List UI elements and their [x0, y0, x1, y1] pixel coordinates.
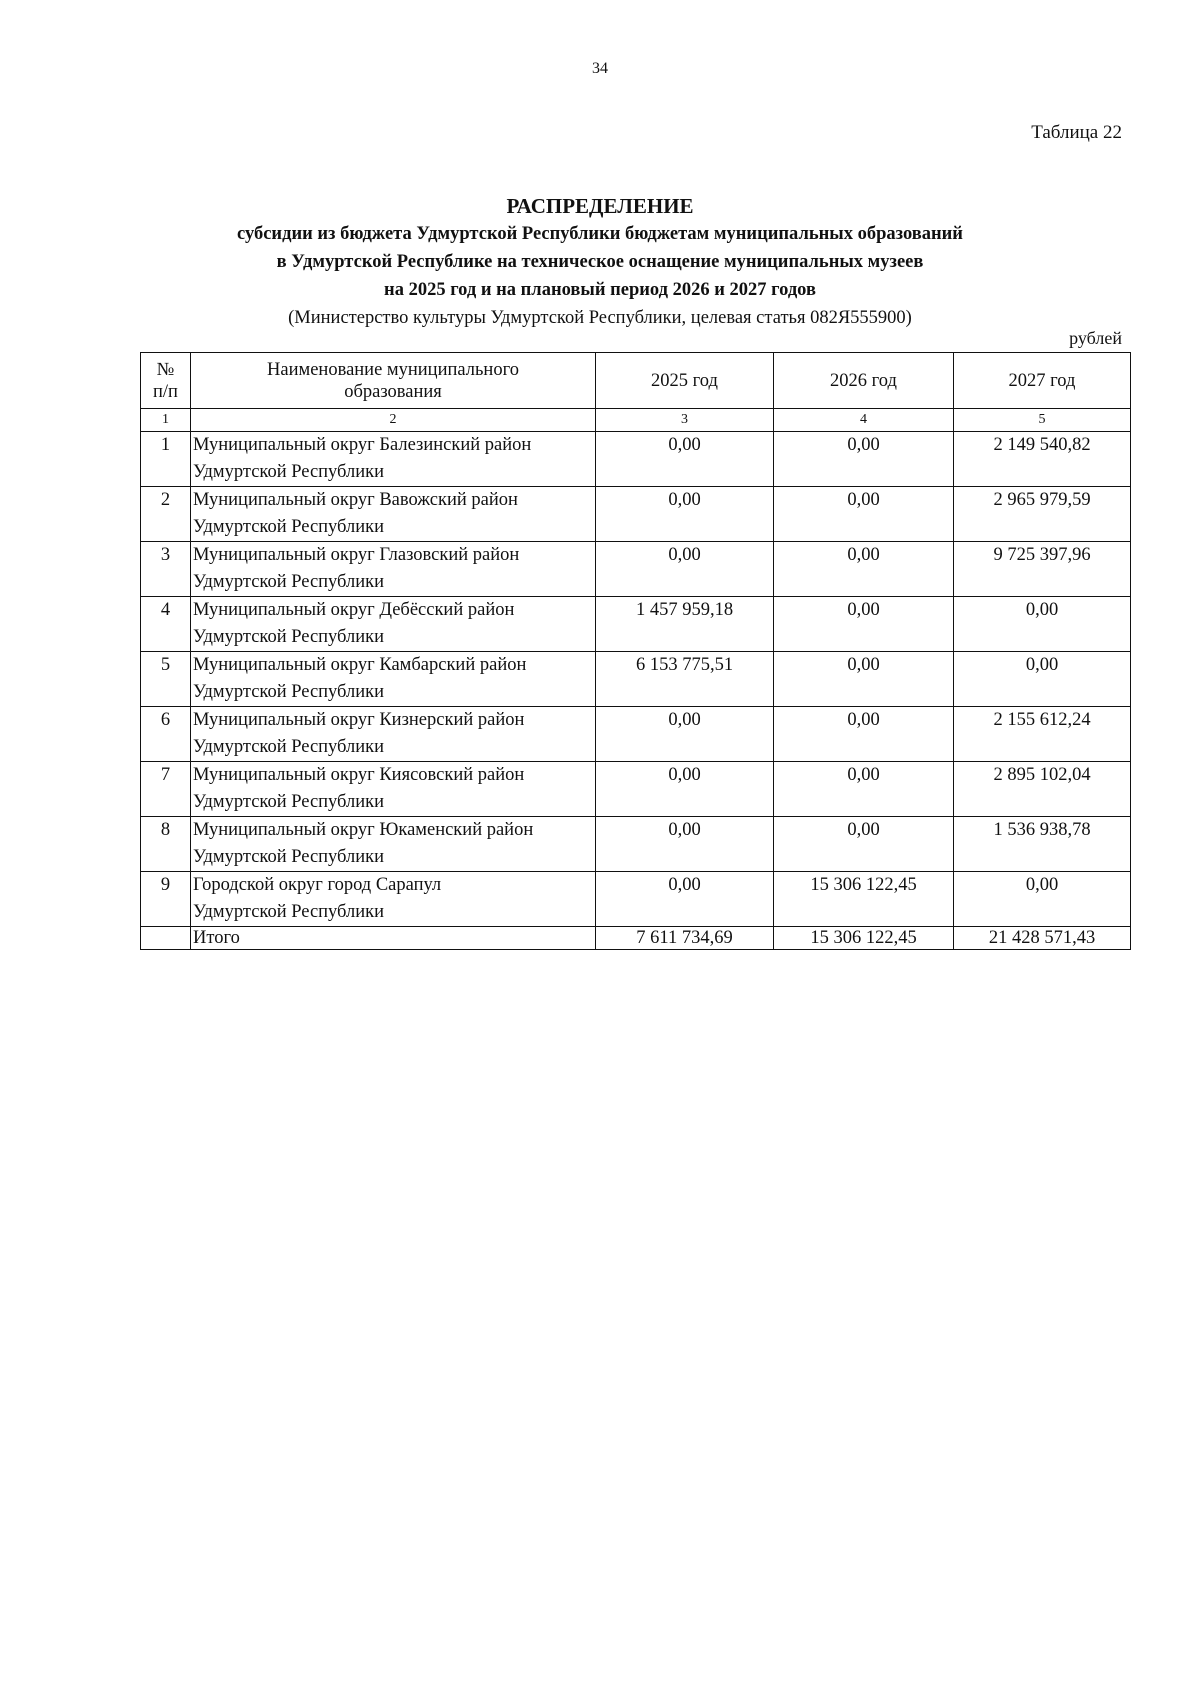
row-name	[191, 652, 596, 707]
row-name-line1: Муниципальный округ Камбарский район	[193, 655, 527, 675]
total-value-2025: 7 611 734,69	[596, 927, 774, 950]
row-number: 4	[141, 597, 191, 652]
header-2026: 2026 год	[774, 353, 954, 409]
row-name-line1: Муниципальный округ Кизнерский район	[193, 710, 525, 730]
row-name-line1: Муниципальный округ Киясовский район	[193, 765, 525, 785]
row-value-2026: 15 306 122,45	[774, 872, 954, 927]
row-name	[191, 597, 596, 652]
row-value-2027: 2 965 979,59	[954, 487, 1131, 542]
row-value-2025: 0,00	[596, 872, 774, 927]
total-row	[141, 927, 1131, 950]
column-number: 2	[191, 409, 596, 432]
header-2027: 2027 год	[954, 353, 1131, 409]
header-num-line2: п/п	[153, 381, 178, 402]
row-value-2025: 6 153 775,51	[596, 652, 774, 707]
table-row	[141, 762, 1131, 817]
title-line-1: субсидии из бюджета Удмуртской Республики бюджетам муниципальных образований	[237, 224, 963, 244]
row-value-2025: 0,00	[596, 707, 774, 762]
total-label: Итого	[191, 927, 596, 950]
row-value-2027: 9 725 397,96	[954, 542, 1131, 597]
row-value-2027: 0,00	[954, 652, 1131, 707]
row-name	[191, 762, 596, 817]
row-number: 8	[141, 817, 191, 872]
header-name-line1: Наименование муниципального	[267, 359, 519, 380]
title-subtitle: (Министерство культуры Удмуртской Республики, целевая статья 082Я555900)	[288, 308, 912, 328]
row-name-line1: Городской округ город Сарапул	[193, 875, 442, 895]
table-label: Таблица 22	[1031, 122, 1122, 143]
table-row	[141, 652, 1131, 707]
row-number: 5	[141, 652, 191, 707]
table-row	[141, 597, 1131, 652]
row-value-2026: 0,00	[774, 652, 954, 707]
row-name-line2: Удмуртской Республики	[193, 847, 385, 867]
table-row	[141, 817, 1131, 872]
header-2025: 2025 год	[596, 353, 774, 409]
table-row	[141, 872, 1131, 927]
table-row	[141, 707, 1131, 762]
row-name-line2: Удмуртской Республики	[193, 462, 385, 482]
header-num	[141, 353, 191, 409]
row-value-2026: 0,00	[774, 762, 954, 817]
row-value-2026: 0,00	[774, 597, 954, 652]
column-numbers-row	[141, 409, 1131, 432]
title-main: РАСПРЕДЕЛЕНИЕ	[506, 194, 694, 218]
table-row	[141, 487, 1131, 542]
row-number: 7	[141, 762, 191, 817]
column-number: 4	[774, 409, 954, 432]
row-number: 6	[141, 707, 191, 762]
row-value-2027: 2 149 540,82	[954, 432, 1131, 487]
row-value-2027: 0,00	[954, 872, 1131, 927]
row-number: 1	[141, 432, 191, 487]
row-name-line2: Удмуртской Республики	[193, 737, 385, 757]
header-num-line1: №	[156, 359, 175, 380]
table-row	[141, 432, 1131, 487]
row-name	[191, 542, 596, 597]
row-number: 2	[141, 487, 191, 542]
row-value-2027: 1 536 938,78	[954, 817, 1131, 872]
row-value-2026: 0,00	[774, 542, 954, 597]
row-value-2025: 0,00	[596, 817, 774, 872]
row-name	[191, 707, 596, 762]
row-name-line2: Удмуртской Республики	[193, 627, 385, 647]
title-line-3: на 2025 год и на плановый период 2026 и 2027 годов	[384, 280, 816, 300]
row-value-2027: 2 155 612,24	[954, 707, 1131, 762]
row-name-line1: Муниципальный округ Вавожский район	[193, 490, 518, 510]
row-name-line1: Муниципальный округ Дебёсский район	[193, 600, 515, 620]
row-name-line1: Муниципальный округ Глазовский район	[193, 545, 520, 565]
units-label: рублей	[1069, 328, 1122, 348]
row-value-2025: 0,00	[596, 487, 774, 542]
total-value-2027: 21 428 571,43	[954, 927, 1131, 950]
row-value-2027: 0,00	[954, 597, 1131, 652]
distribution-table	[140, 352, 1131, 950]
row-value-2025: 1 457 959,18	[596, 597, 774, 652]
row-name-line2: Удмуртской Республики	[193, 792, 385, 812]
row-name-line2: Удмуртской Республики	[193, 517, 385, 537]
row-name	[191, 872, 596, 927]
row-name	[191, 487, 596, 542]
table-header-row	[141, 353, 1131, 409]
row-value-2026: 0,00	[774, 817, 954, 872]
row-name-line2: Удмуртской Республики	[193, 682, 385, 702]
row-name-line2: Удмуртской Республики	[193, 572, 385, 592]
table-row	[141, 542, 1131, 597]
row-value-2026: 0,00	[774, 432, 954, 487]
title-line-2: в Удмуртской Республике на техническое оснащение муниципальных музеев	[276, 252, 924, 272]
page-number: 34	[592, 60, 608, 77]
column-number: 1	[141, 409, 191, 432]
row-value-2025: 0,00	[596, 432, 774, 487]
row-number: 3	[141, 542, 191, 597]
row-name	[191, 817, 596, 872]
column-number: 3	[596, 409, 774, 432]
row-value-2026: 0,00	[774, 707, 954, 762]
header-name-line2: образования	[344, 381, 442, 402]
row-value-2027: 2 895 102,04	[954, 762, 1131, 817]
document-title	[0, 192, 1200, 332]
header-name	[191, 353, 596, 409]
row-number: 9	[141, 872, 191, 927]
row-value-2026: 0,00	[774, 487, 954, 542]
total-value-2026: 15 306 122,45	[774, 927, 954, 950]
row-name-line1: Муниципальный округ Юкаменский район	[193, 820, 534, 840]
row-name-line2: Удмуртской Республики	[193, 902, 385, 922]
row-value-2025: 0,00	[596, 762, 774, 817]
row-name-line1: Муниципальный округ Балезинский район	[193, 435, 532, 455]
row-value-2025: 0,00	[596, 542, 774, 597]
column-number: 5	[954, 409, 1131, 432]
total-num-cell	[141, 927, 191, 950]
row-name	[191, 432, 596, 487]
